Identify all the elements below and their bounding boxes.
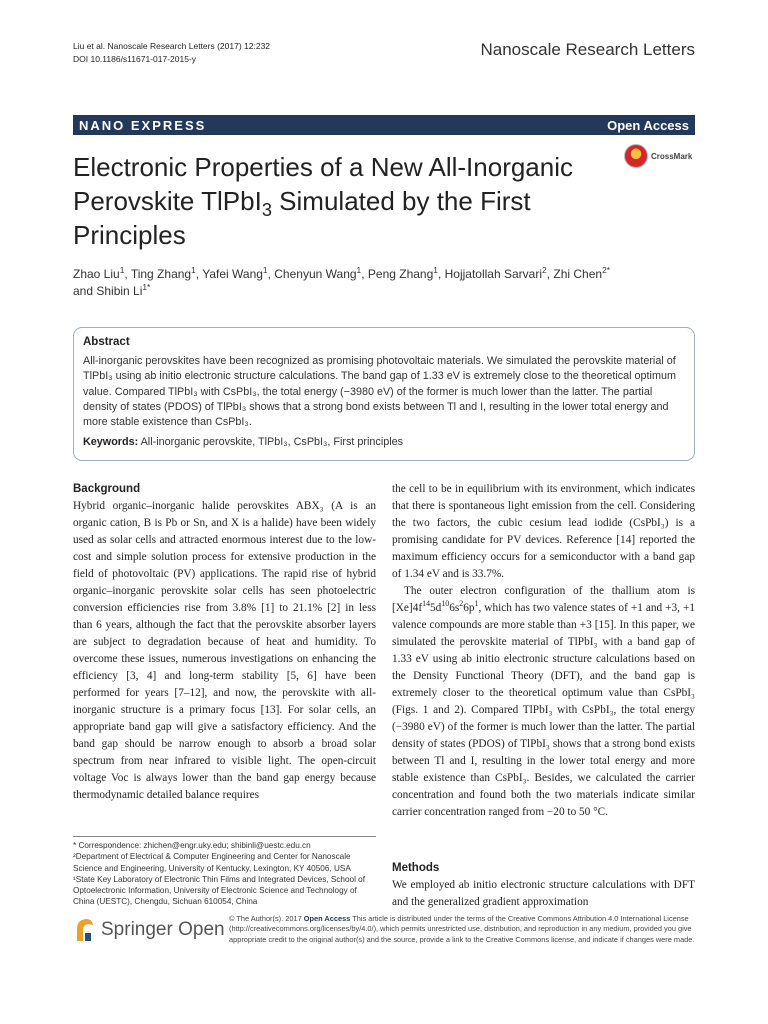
last-author: and Shibin $Li^{1*}$ — [73, 282, 151, 298]
author-name: Yafei Wang$^1$ — [202, 265, 268, 281]
springer-open-text: Springer Open — [101, 919, 225, 940]
article-title — [73, 150, 633, 252]
author-name: Chenyun Wang$^1$ — [274, 265, 362, 281]
title-subscript: 3 — [261, 200, 272, 221]
doi-line: DOI 10.1186/s11671-017-2015-y — [73, 54, 197, 64]
background-paragraph-1-cont: the cell to be in equilibrium with its environment, which indicates that there is spontaneous light emission from the cell. Considering the two factors, the cubic cesium lead iodide (CsPbI₃) is a promising candidate for PV devices. Reference [14] reported the maximum efficiency occurs for a semiconductor with a band gap of 1.34 eV and is 33.7%. — [392, 483, 695, 580]
abstract-box — [73, 327, 695, 461]
footnotes — [73, 836, 376, 908]
springer-horse-icon — [73, 917, 95, 943]
keywords-label: Keywords: — [83, 436, 139, 449]
background-paragraph-2: The outer electron configuration of the thallium atom is $[Xe]4f^{14}5d^{10}6s^26p^1$, which has two valence states of +1 and +3, +1 valence compounds are more stable than +3 [15]. In this paper, we simulated the perovskite material of TlPbI₃ with a band gap of 1.33 eV using ab initio electronic structure calculations based on the Density Functional Theory (DFT), and the band gap is extremely closer to the theoretical optimum value than CsPbI₃ (Figs. 1 and 2). Compared TlPbI₃ with CsPbI₃, the total energy (−3980 eV) of the former is much lower than the latter. The partial density of states (PDOS) of TlPbI₃ shows that a strong bond exists between Tl and I, resulting in the lower total energy and more stable existence than CsPbI₃. Besides, we calculated the carrier concentration and found both the two materials indicate similar carrier concentration ranged from −20 to 50 °C. — [392, 585, 695, 818]
abstract-heading: Abstract — [83, 336, 130, 348]
author-name: Ting Zhang$^1$ — [130, 265, 196, 281]
title-part1: Electronic Properties of a New All-Inorganic Perovskite TlPbI — [73, 152, 574, 216]
crossmark-label: CrossMark — [651, 151, 693, 161]
crossmark-badge[interactable] — [624, 144, 692, 168]
author-name: Zhi Chen$^{2*}$ — [553, 265, 610, 281]
springer-open-logo[interactable] — [73, 917, 225, 943]
author-name: Peng Zhang$^1$ — [367, 265, 438, 281]
keywords-list: All-inorganic perovskite, TlPbI₃, CsPbI₃, First principles — [140, 436, 404, 449]
correspondence: * Correspondence: zhichen@engr.uky.edu; shibinli@uestc.edu.cn — [73, 841, 311, 850]
keywords — [83, 435, 685, 450]
background-heading: Background — [73, 483, 141, 495]
authors-line: Zhao Liu$^1$, Ting Zhang$^1$, Yafei Wang$^1$, Chenyun Wang$^1$, Peng Zhang$^1$, Hojjatollah Sarvari$^2$, Zhi Chen$^{2*}$ — [73, 265, 610, 281]
affiliation-1: ¹State Key Laboratory of Electronic Thin Films and Integrated Devices, School of Optoelectronic Information, University of Electronic Science and Technology of China (UESTC), Chengdu, Sichuan 610054, China — [73, 874, 366, 907]
author-list — [73, 266, 693, 300]
open-access-bold: Open Access — [303, 914, 351, 923]
journal-name: Nanoscale Research Letters — [480, 40, 695, 59]
citation-header — [73, 40, 270, 66]
left-column — [73, 481, 376, 804]
affiliation-2: ²Department of Electrical & Computer Engineering and Center for Nanoscale Science and Engineering, University of Kentucky, Lexington, KY 40506, USA — [73, 852, 351, 873]
title-part2: Simulated by the First Principles — [73, 186, 531, 250]
article-type-banner — [73, 115, 695, 135]
crossmark-icon — [624, 144, 648, 168]
citation-line: Liu et al. Nanoscale Research Letters (2017) 12:232 — [73, 41, 271, 51]
right-column — [392, 481, 695, 821]
methods-paragraph: We employed ab initio electronic structure calculations with DFT and the generalized gradient approximation — [392, 879, 695, 908]
background-paragraph-1: Hybrid organic–inorganic halide perovskites ABX₃ (A is an organic cation, B is Pb or Sn, and X is a halide) have been widely used as solar cells and attracted enormous interest due to the low-cost and simple solution process for extensive production in the field of photovoltaic (PV) applications. The rapid rise of hybrid organic–inorganic perovskite solar cells has seen photoelectric conversion efficiencies rise from 3.8% [1] to 21.1% [2] in less than 6 years, although the fact that the perovskite absorber layers are subject to degradation because of heat and humidity. To overcome these issues, numerous investigations on enhancing the efficiency [3, 4] and long-term stability [5, 6] have been performed for years [7–12], and now, the perovskite with all-inorganic structure is a primary focus [13]. For solar cells, an appropriate band gap will give a satisfactory efficiency. And the band gap should be narrow enough to absorb a broad solar spectrum from near infrared to visible light. The open-circuit voltage Voc is always lower than the band gap energy because thermodynamic detailed balance requires — [73, 500, 376, 801]
methods-section — [392, 860, 695, 911]
methods-heading: Methods — [392, 862, 440, 874]
license-text: © The Author(s). 2017 Open Access This article is distributed under the terms of the Creative Commons Attribution 4.0 International License (http://creativecommons.org/licenses/by/4.0/), which permits unrestricted use, distribution, and reproduction in any medium, provided you give appropriate credit to the original author(s) and the source, provide a link to the Creative Commons license, and indicate if changes were made. — [229, 914, 695, 944]
author-name: Hojjatollah Sarvari$^2$ — [444, 265, 547, 281]
author-name: Zhao Liu$^1$ — [73, 265, 125, 281]
abstract-body: All-inorganic perovskites have been recognized as promising photovoltaic materials. We simulated the perovskite material of TlPbI₃ using ab initio electronic structure calculations. The band gap of 1.33 eV is extremely close to the theoretical optimum value. Compared TlPbI₃ with CsPbI₃, the total energy (−3980 eV) of the former is much lower than the latter. The partial density of states (PDOS) of TlPbI₃ shows that a strong bond exists between Tl and I, resulting in the lower total energy and more stable existence than CsPbI₃. — [83, 355, 676, 429]
open-access-label: Open Access — [607, 117, 689, 133]
article-type: NANO EXPRESS — [79, 117, 207, 133]
